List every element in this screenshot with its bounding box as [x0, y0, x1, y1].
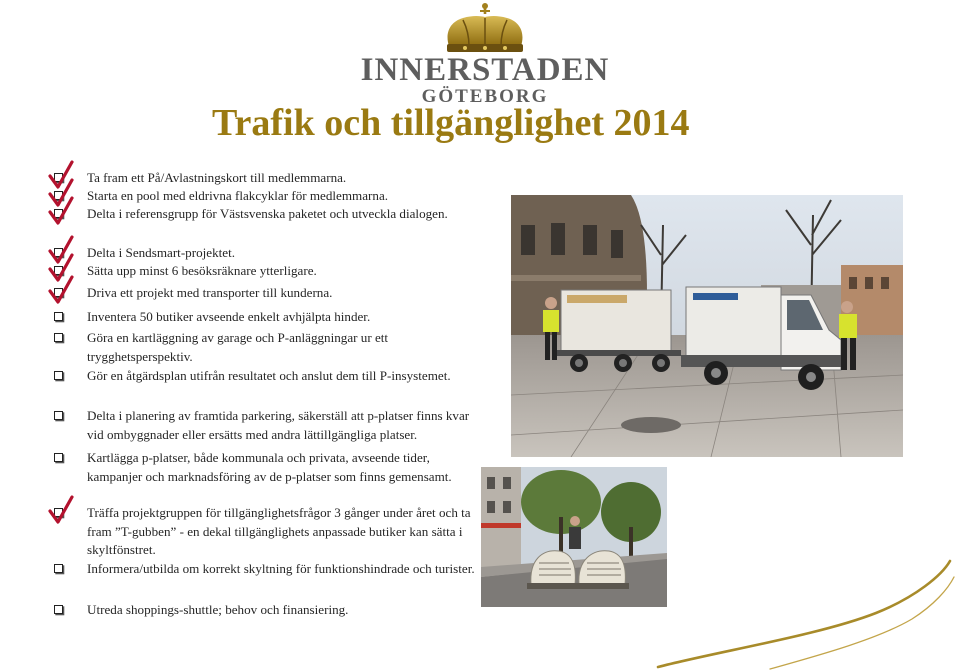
task-text: Kartlägga p-platser, både kommunala och privata, avseende tider, kampanjer och marknadsföring av de p-platser som finns gemensamt.	[87, 450, 452, 484]
task-text: Gör en åtgärdsplan utifrån resultatet och anslut dem till P-insystemet.	[87, 368, 451, 383]
checkmark-icon	[48, 275, 74, 305]
checkmark-icon	[48, 196, 74, 226]
shoe-sculpture-photo	[481, 467, 667, 607]
task-text: Delta i referensgrupp för Västsvenska paketet och utveckla dialogen.	[87, 206, 448, 221]
logo-city: GÖTEBORG	[421, 86, 549, 107]
square-bullet-icon	[54, 312, 63, 321]
square-bullet-icon	[54, 605, 63, 614]
square-bullet-icon	[54, 371, 63, 380]
checkmark-icon	[48, 495, 74, 525]
task-text: Sätta upp minst 6 besöksräknare ytterligare.	[87, 263, 317, 278]
crown-icon	[435, 2, 535, 56]
task-text: Inventera 50 butiker avseende enkelt avhjälpta hinder.	[87, 309, 371, 324]
square-bullet-icon	[54, 453, 63, 462]
slide-title: Trafik och tillgänglighet 2014	[212, 102, 690, 144]
task-text: Informera/utbilda om korrekt skyltning för funktionshindrade och turister.	[87, 561, 475, 576]
task-text: Delta i Sendsmart-projektet.	[87, 245, 235, 260]
task-text: Göra en kartläggning av garage och P-anläggningar ur ett trygghetsperspektiv.	[87, 330, 389, 364]
task-text: Starta en pool med eldrivna flakcyklar för medlemmarna.	[87, 188, 389, 203]
logo-wordmark: INNERSTADEN	[360, 52, 610, 88]
square-bullet-icon	[54, 333, 63, 342]
task-text: Utreda shoppings-shuttle; behov och finansiering.	[87, 602, 349, 617]
gold-swirl-ornament	[650, 555, 960, 671]
square-bullet-icon	[54, 411, 63, 420]
delivery-vehicle-photo	[511, 195, 903, 457]
task-text: Delta i planering av framtida parkering, säkerställ att p-platser finns kvar vid ombyggnader eller ersätts med andra lättillgängliga platser.	[87, 408, 470, 442]
task-text: Ta fram ett På/Avlastningskort till medlemmarna.	[87, 170, 347, 185]
square-bullet-icon	[54, 564, 63, 573]
innerstaden-logo	[355, 0, 615, 108]
task-text: Driva ett projekt med transporter till kunderna.	[87, 285, 333, 300]
task-text: Träffa projektgruppen för tillgänglighetsfrågor 3 gånger under året och ta fram ”T-gubben” - en dekal tillgänglighets anpassade butiker kan sätta i skyltfönstret.	[87, 505, 471, 557]
